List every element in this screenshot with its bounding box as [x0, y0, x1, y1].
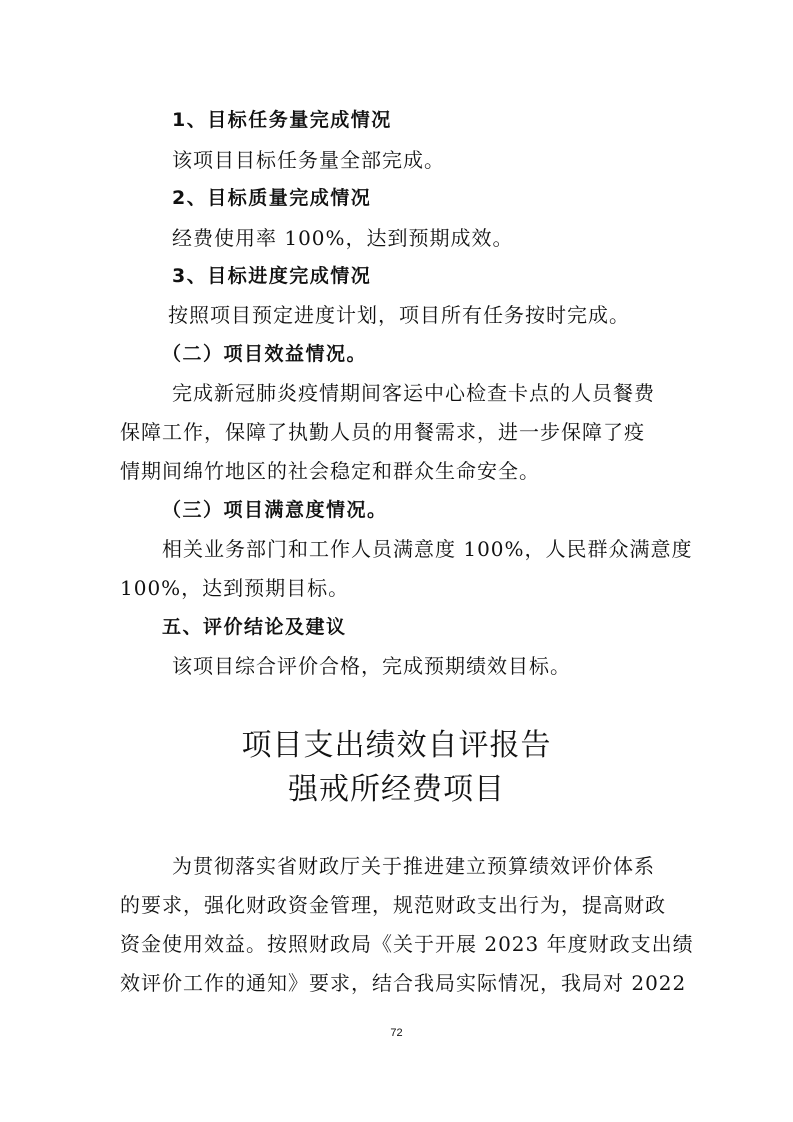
satisfaction-line-2: 100%，达到预期目标。	[120, 576, 350, 600]
report-body-line-1: 为贯彻落实省财政厅关于推进建立预算绩效评价体系	[172, 854, 655, 878]
target-quantity-heading: 1、目标任务量完成情况	[172, 109, 392, 131]
benefit-line-2: 保障工作，保障了执勤人员的用餐需求，进一步保障了疫	[120, 420, 645, 444]
conclusion-text: 该项目综合评价合格，完成预期绩效目标。	[172, 654, 571, 678]
report-body-line-2: 的要求，强化财政资金管理，规范财政支出行为，提高财政	[120, 893, 666, 917]
report-body-line-4: 效评价工作的通知》要求，结合我局实际情况，我局对 2022	[120, 971, 687, 995]
target-progress-heading: 3、目标进度完成情况	[172, 265, 372, 287]
target-quantity-text: 该项目目标任务量全部完成。	[172, 148, 445, 172]
page-number: 72	[390, 1027, 403, 1039]
benefit-line-1: 完成新冠肺炎疫情期间客运中心检查卡点的人员餐费	[172, 381, 655, 405]
report-title: 项目支出绩效自评报告	[241, 728, 552, 763]
benefit-line-3: 情期间绵竹地区的社会稳定和群众生命安全。	[120, 459, 540, 483]
report-subtitle: 强戒所经费项目	[288, 772, 505, 807]
satisfaction-heading: （三）项目满意度情况。	[162, 499, 388, 521]
target-quality-text: 经费使用率 100%，达到预期成效。	[172, 226, 514, 250]
report-body-line-3: 资金使用效益。按照财政局《关于开展 2023 年度财政支出绩	[120, 932, 694, 956]
conclusion-heading: 五、评价结论及建议	[162, 616, 347, 638]
benefit-heading: （二）项目效益情况。	[162, 343, 368, 365]
satisfaction-line-1: 相关业务部门和工作人员满意度 100%，人民群众满意度	[162, 537, 693, 561]
target-quality-heading: 2、目标质量完成情况	[172, 187, 372, 209]
target-progress-text: 按照项目预定进度计划，项目所有任务按时完成。	[168, 303, 630, 327]
